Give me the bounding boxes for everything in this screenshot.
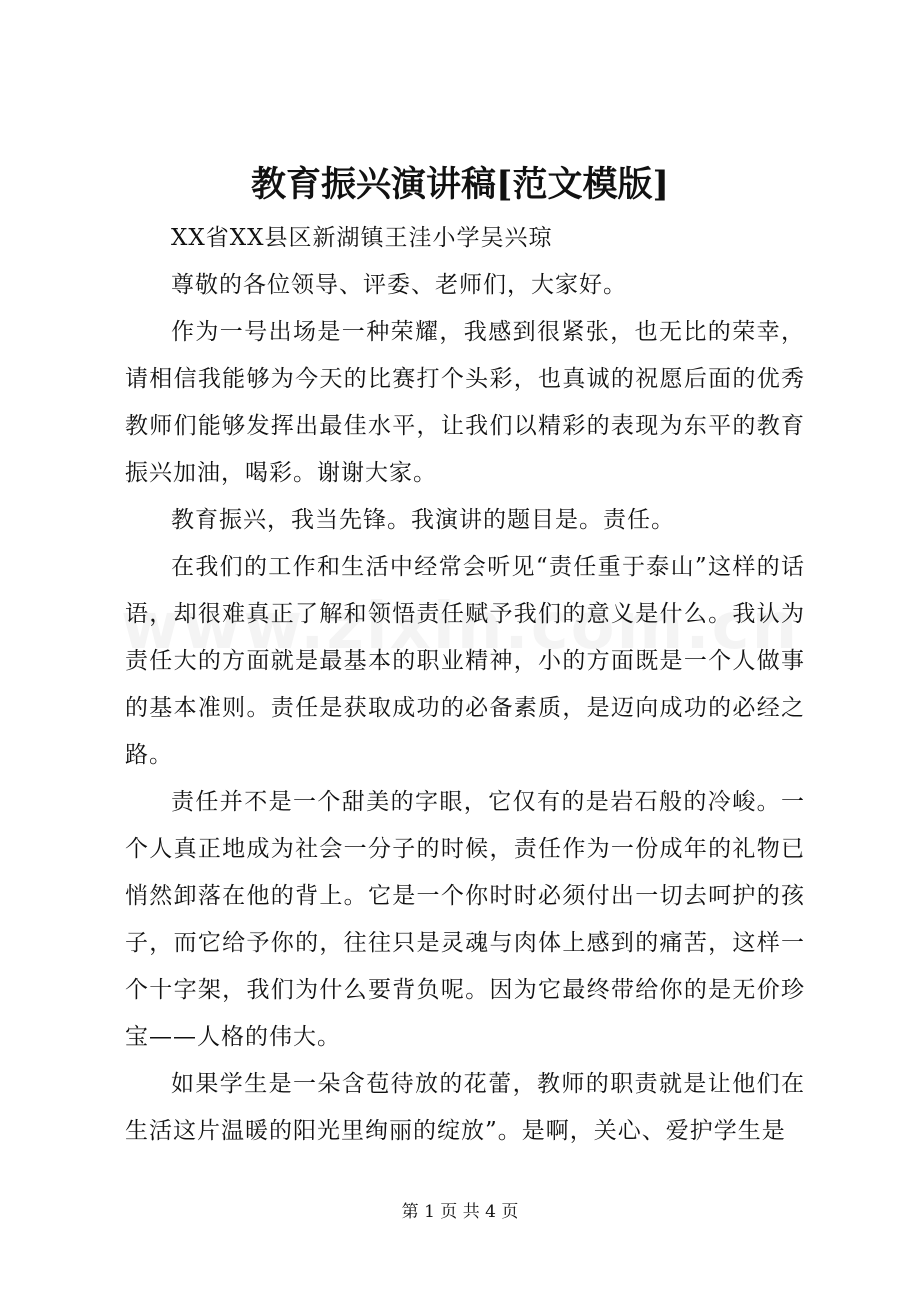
paragraph-responsibility-burden: 责任并不是一个甜美的字眼，它仅有的是岩石般的冷峻。一个人真正地成为社会一分子的时候，责任作为一份成年的礼物已悄然卸落在他的背上。它是一个你时时必须付出一切去呵护的孩子，而它给予你的，往往只是灵魂与肉体上感到的痛苦，这样一个十字架，我们为什么要背负呢。因为它最终带给你的是无价珍宝——人格的伟大。	[125, 789, 805, 1050]
paragraph-teacher-duty: 如果学生是一朵含苞待放的花蕾，教师的职责就是让他们在生活这片温暖的阳光里绚丽的绽放”。是啊，关心、爱护学生是	[125, 1071, 805, 1144]
paragraph-responsibility-meaning: 在我们的工作和生活中经常会听见“责任重于泰山”这样的话语，却很难真正了解和领悟责任赋予我们的意义是什么。我认为责任大的方面就是最基本的职业精神，小的方面既是一个人做事的基本准则。责任是获取成功的必备素质，是迈向成功的必经之路。	[125, 554, 805, 768]
page-title: 教育振兴演讲稿[范文模版]	[250, 164, 670, 205]
paragraph-opening: 作为一号出场是一种荣耀，我感到很紧张，也无比的荣幸，请相信我能够为今天的比赛打个头彩，也真诚的祝愿后面的优秀教师们能够发挥出最佳水平，让我们以精彩的表现为东平的教育振兴加油，喝彩。谢谢大家。	[125, 319, 805, 486]
author-line: XX省XX县区新湖镇王洼小学吴兴琼	[171, 225, 553, 251]
paragraph-greeting: 尊敬的各位领导、评委、老师们，大家好。	[171, 272, 627, 298]
document-body	[125, 215, 805, 1155]
paragraph-topic: 教育振兴，我当先锋。我演讲的题目是。责任。	[171, 507, 675, 533]
page-footer: 第 1 页 共 4 页	[401, 1202, 519, 1222]
